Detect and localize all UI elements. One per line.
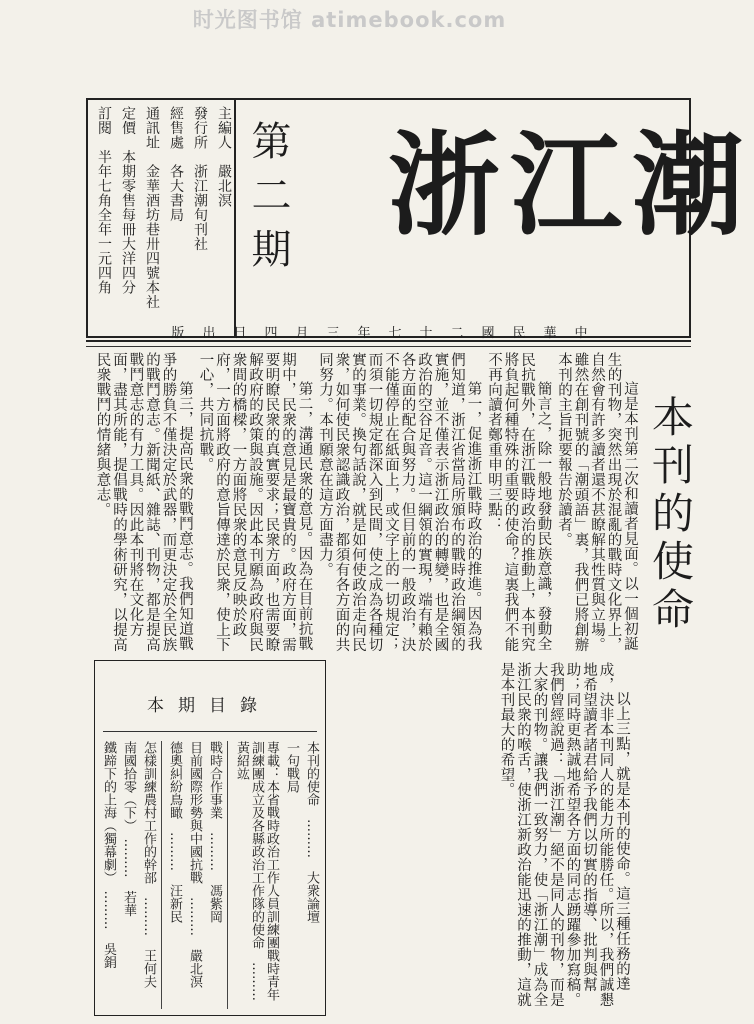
article-paragraph: 以上三點，就是本刊的使命。這三種任務的達成，決非本刊同人的能力所能勝任。所以，我們誠懇地希望讀者諸君給予我們以切實的指導、批判與幫助；同時更熱誠地希望各方面的同志踴躍參加寫稿。我們曾經說過：「浙江潮」絕不是同人的刊物，而是大家的刊物。讓我們一致努力，使「浙江潮」成為全浙江民衆的喉舌，使浙江新政治能迅速的推動，這就是本刊最大的希望。: [498, 662, 630, 1007]
publication-info: [96, 106, 232, 334]
masthead-divider: [234, 100, 236, 336]
article-paragraph: 這是本刊第二次和讀者見面。以一個初誕生的刊物，突然出現於混亂的戰時文化界上，自然會有許多讀者還不甚瞭解其性質與立場。雖然在創刊號的「潮頭語」裏，我們已將創辦本刊的主旨扼要報告於讀者。: [556, 352, 638, 652]
toc-entry[interactable]: 南國拾零（下） ……… 若華: [121, 741, 136, 917]
toc-entry[interactable]: 一句戰局: [284, 741, 299, 793]
toc-entry[interactable]: 目前國際形勢與中國抗戰 ……… 嚴北溟: [187, 741, 202, 988]
site-watermark: 时光图书馆 atimebook.com: [192, 8, 507, 32]
info-publisher: 發行所 浙江潮旬刊社: [192, 106, 208, 251]
article-paragraph: 第三，提高民衆的戰鬥意志。我們知道戰爭的勝負不僅決定於武器，而更決定於全民族的戰鬥意志。新聞紙、雜誌、刊物，都是提高戰鬥意志的有力工具。因此本刊將在文化方面，盡其所能，提倡戰時的學術研究，以提高民衆戰鬥的情緒與意志。: [94, 352, 193, 652]
publication-date-text: 中華民國二十七年三月四日出版: [171, 325, 606, 341]
toc-entry[interactable]: 德奧糾紛鳥瞰 ……… 汪新民: [167, 741, 182, 923]
article-body: [92, 352, 638, 656]
toc-title: 本期目錄: [147, 696, 271, 716]
toc-entry[interactable]: 怎樣訓練農村工作的幹部 ……… 王何夫: [141, 741, 156, 988]
toc-entry[interactable]: 戰時合作事業 ……… 馮紫岡: [207, 741, 222, 923]
date-rule-bottom: [86, 346, 691, 347]
info-editor: 主編人 嚴北溟: [216, 106, 232, 208]
info-subscription: 訂閱 半年七角全年一元四角: [96, 106, 112, 295]
article-paragraph: 第二，溝通民衆的意見。因為在目前抗戰期中，民衆的意見是最寶貴的。政府方面，需要明瞭民衆的真實要求；民衆方面，也需要瞭解政府的政策與設施。因此本刊願為政府與民衆間的橋樑，一方面將民衆的意見反映於政府，一方面將政府的意旨傳達於民衆，使上下一心，共同抗戰。: [197, 352, 313, 652]
article-paragraph: 簡言之，除一般地發動民族意識，發動全民抗戰外，在浙江戰時政治的推動上，本刊究將負起何種特殊的重要的使命？這裏我們不能不再向讀者鄭重申明三點：: [486, 352, 552, 652]
info-address: 通訊址 金華酒坊巷卅四號本社: [144, 106, 160, 309]
article-paragraph: 第一，促進浙江戰時政治的推進。因為我們知道，浙江省當局所頒布的戰時政治綱領的實施，並不僅表示浙江政治的轉變，也是全國政治的空谷足音。這一綱領的實現，端有賴於各方面的配合與努力。但目前的一般政治，決不能僅停止在紙面上，或文字上的一切規定；而須一切規定都深入到民間，使之成為各種切實的事業。換句話說，就是如何使政治走向民衆，如何使民衆認識政治，都須有各方面的共同努力。本刊願意在這方面盡力。: [317, 352, 482, 652]
masthead-title: 浙江潮: [388, 120, 754, 251]
info-distributor: 經售處 各大書局: [168, 106, 184, 222]
article-body-lower: [330, 662, 630, 1012]
issue-number: 第二期: [245, 120, 291, 282]
toc-title-rule: [103, 731, 317, 732]
masthead-box: [86, 98, 754, 338]
toc-entry[interactable]: 鐵蹄下的上海（獨幕劇） ……… 吳鋗: [101, 741, 116, 969]
article-heading: 本刊的使命: [646, 395, 695, 635]
toc-separator: [161, 741, 162, 1009]
toc-entry[interactable]: 本刊的使命 ……… 大衆論壇: [304, 741, 319, 923]
toc-separator: [227, 741, 228, 1009]
toc-entry[interactable]: 專載：本省戰時政治工作人員訓練團戰時青年訓練團成立及各縣政治工作隊的使命 ……… 黃紹竑: [234, 741, 279, 1014]
info-price: 定價 本期零售每冊大洋四分: [120, 106, 136, 295]
table-of-contents: [94, 660, 326, 1016]
date-line-row: [86, 322, 691, 340]
toc-entries: [101, 741, 319, 1014]
